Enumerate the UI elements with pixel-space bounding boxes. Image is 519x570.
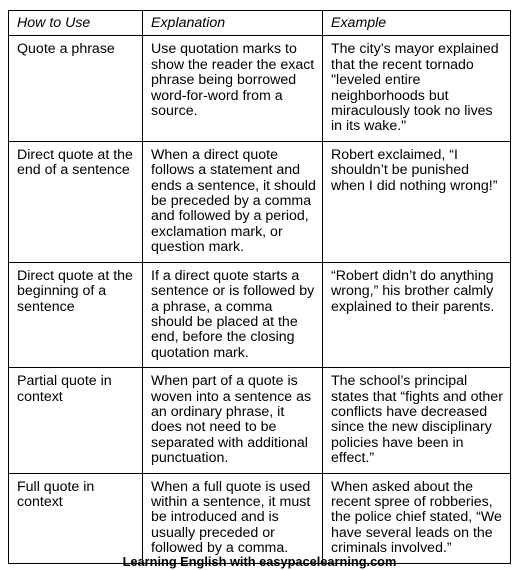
table-row [9, 36, 511, 141]
cell-explanation: When a direct quote follows a statement and ends a sentence, it should be preceded by a comma and followed by a period, exclamation mark, or question mark. [143, 141, 323, 262]
cell-use: Direct quote at the beginning of a sentence [9, 262, 143, 367]
table-row [9, 141, 511, 262]
quotation-usage-table [8, 10, 511, 564]
cell-use: Direct quote at the end of a sentence [9, 141, 143, 262]
cell-explanation: If a direct quote starts a sentence or is followed by a phrase, a comma should be placed at the end, before the closing quotation mark. [143, 262, 323, 367]
cell-use: Full quote in context [9, 473, 143, 563]
cell-use: Partial quote in context [9, 368, 143, 473]
cell-explanation: Use quotation marks to show the reader the exact phrase being borrowed word-for-word from a source. [143, 36, 323, 141]
cell-example: The city’s mayor explained that the recent tornado "leveled entire neighborhoods but miraculously took no lives in its wake." [323, 36, 511, 141]
site-credit: Learning English with easypacelearning.com [122, 554, 397, 569]
cell-example: Robert exclaimed, “I shouldn’t be punished when I did nothing wrong!” [323, 141, 511, 262]
table-header-row [9, 11, 511, 36]
header-explanation: Explanation [143, 11, 323, 36]
cell-example: When asked about the recent spree of robberies, the police chief stated, “We have several leads on the criminals involved.” [323, 473, 511, 563]
table-row [9, 473, 511, 563]
table-row [9, 368, 511, 473]
header-example: Example [323, 11, 511, 36]
cell-explanation: When part of a quote is woven into a sentence as an ordinary phrase, it does not need to be separated with additional punctuation. [143, 368, 323, 473]
header-how-to-use: How to Use [9, 11, 143, 36]
table-row [9, 262, 511, 367]
cell-use: Quote a phrase [9, 36, 143, 141]
cell-explanation: When a full quote is used within a sentence, it must be introduced and is usually preceded or followed by a comma. [143, 473, 323, 563]
cell-example: “Robert didn’t do anything wrong,” his brother calmly explained to their parents. [323, 262, 511, 367]
cell-example: The school’s principal states that “fights and other conflicts have decreased since the new disciplinary policies have been in effect.” [323, 368, 511, 473]
